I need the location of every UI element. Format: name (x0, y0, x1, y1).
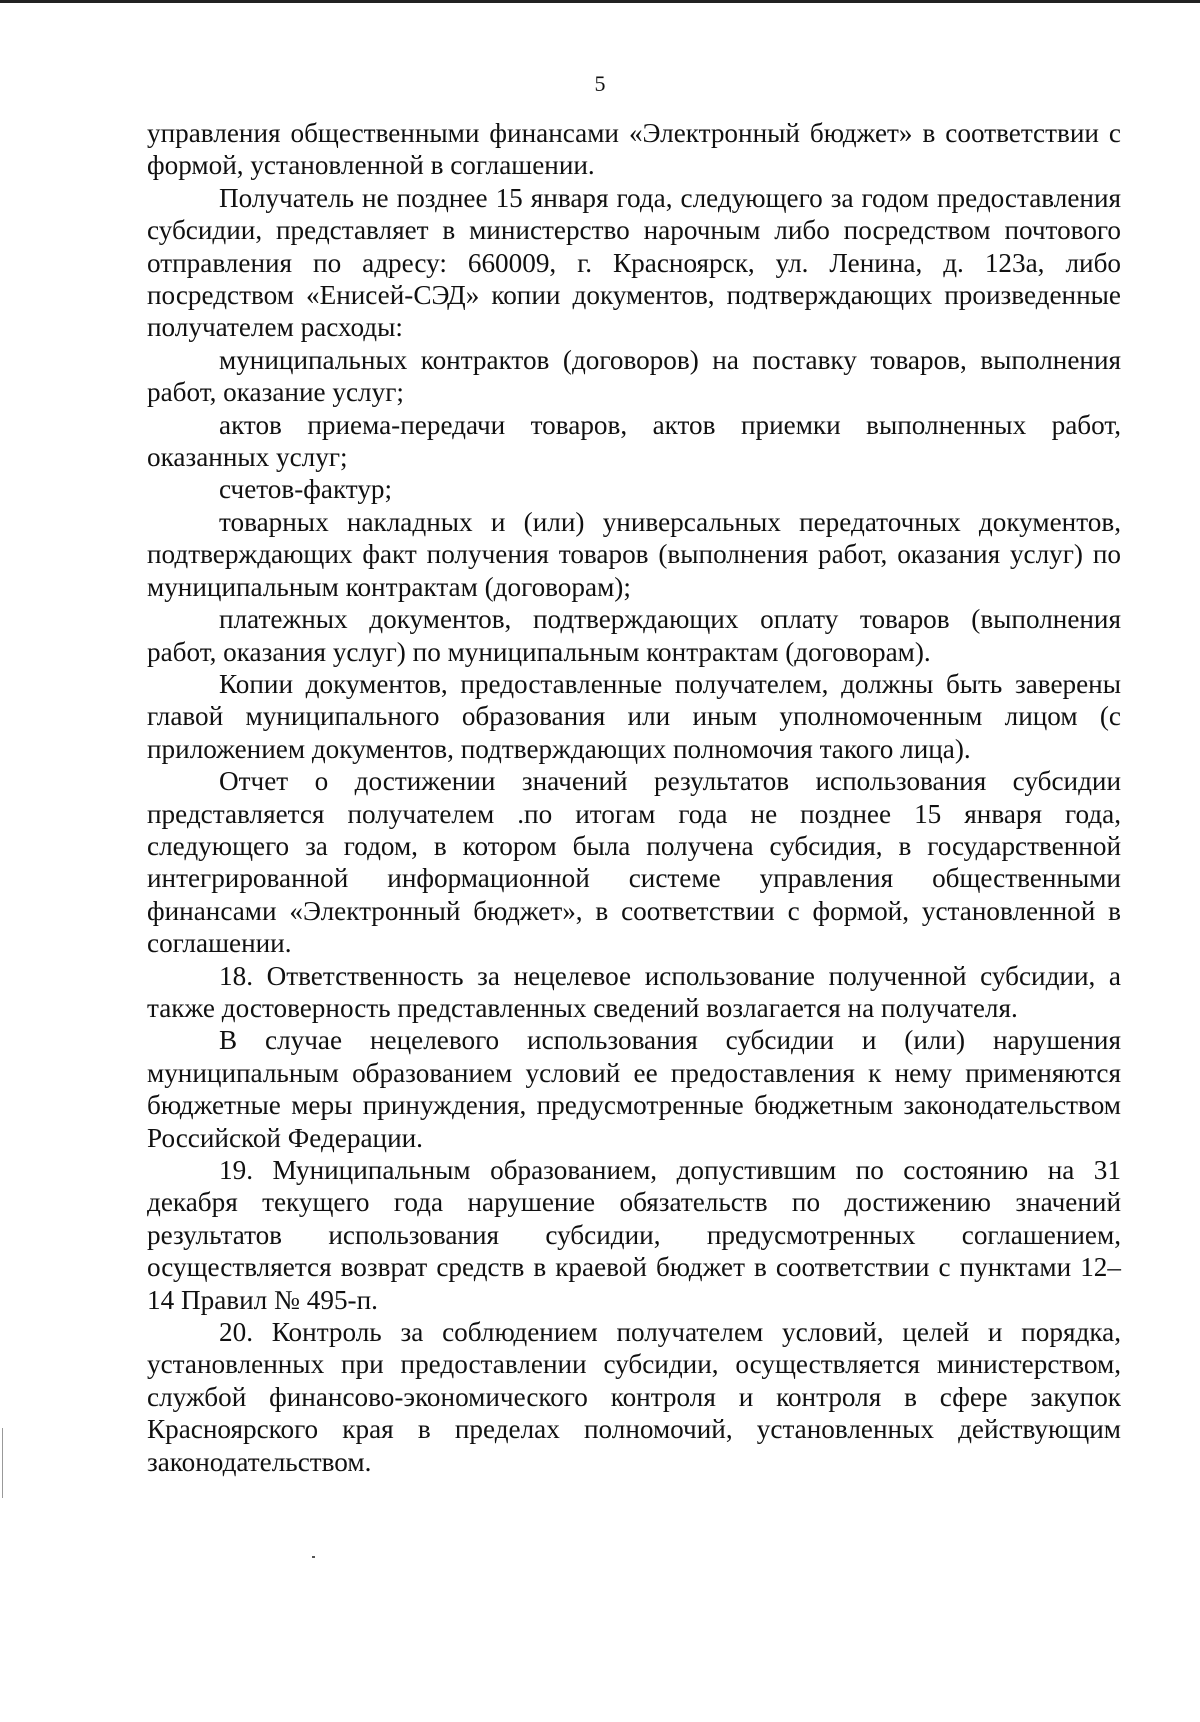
paragraph-list-item: товарных накладных и (или) универсальных передаточных документов, подтверждающих факт получения товаров (выполнения работ, оказания услуг) по муниципальным контрактам (договорам); (147, 506, 1121, 602)
scan-speck (312, 1556, 315, 1558)
document-body (147, 117, 1121, 1478)
scan-top-edge (0, 0, 1200, 3)
paragraph-list-item: счетов-фактур; (219, 474, 393, 505)
paragraph-clause-20: 20. Контроль за соблюдением получателем условий, целей и порядка, установленных при предоставлении субсидии, осуществляется министерством, службой финансово-экономического контроля и контроля в сфере закупок Красноярского края в пределах полномочий, установленных действующим законодательством. (147, 1317, 1121, 1477)
paragraph-list-item: платежных документов, подтверждающих оплату товаров (выполнения работ, оказания услуг) по муниципальным контрактам (договорам). (147, 604, 1121, 667)
paragraph: управления общественными финансами «Электронный бюджет» в соответствии с формой, установленной в соглашении. (147, 118, 1121, 181)
paragraph: В случае нецелевого использования субсидии и (или) нарушения муниципальным образованием условий ее предоставления к нему применяются бюджетные меры принуждения, предусмотренные бюджетным законодательством Российской Федерации. (147, 1025, 1121, 1153)
paragraph-clause-18: 18. Ответственность за нецелевое использование полученной субсидии, а также достоверность представленных сведений возлагается на получателя. (147, 960, 1121, 1023)
paragraph: Отчет о достижении значений результатов использования субсидии представляется получателем .по итогам года не позднее 15 января года, следующего за годом, в котором была получена субсидия, в государственной интегрированной информационной системе управления общественными финансами «Электронный бюджет», в соответствии с формой, установленной в соглашении. (147, 766, 1121, 959)
page-number: 5 (594, 71, 606, 96)
scan-left-edge-mark (2, 1428, 3, 1498)
paragraph: Копии документов, предоставленные получателем, должны быть заверены главой муниципального образования или иным уполномоченным лицом (с приложением документов, подтверждающих полномочия такого лица). (147, 668, 1121, 764)
paragraph-clause-19: 19. Муниципальным образованием, допустившим по состоянию на 31 декабря текущего года нарушение обязательств по достижению значений результатов использования субсидии, предусмотренных соглашением, осуществляется возврат средств в краевой бюджет в соответствии с пунктами 12–14 Правил № 495-п. (147, 1155, 1121, 1315)
paragraph-list-item: актов приема-передачи товаров, актов приемки выполненных работ, оказанных услуг; (147, 409, 1121, 473)
paragraph: Получатель не позднее 15 января года, следующего за годом предоставления субсидии, представляет в министерство нарочным либо посредством почтового отправления по адресу: 660009, г. Красноярск, ул. Ленина, д. 123а, либо посредством «Енисей-СЭД» копии документов, подтверждающих произведенные получателем расходы: (147, 182, 1121, 343)
paragraph-list-item: муниципальных контрактов (договоров) на поставку товаров, выполнения работ, оказание услуг; (147, 344, 1121, 408)
